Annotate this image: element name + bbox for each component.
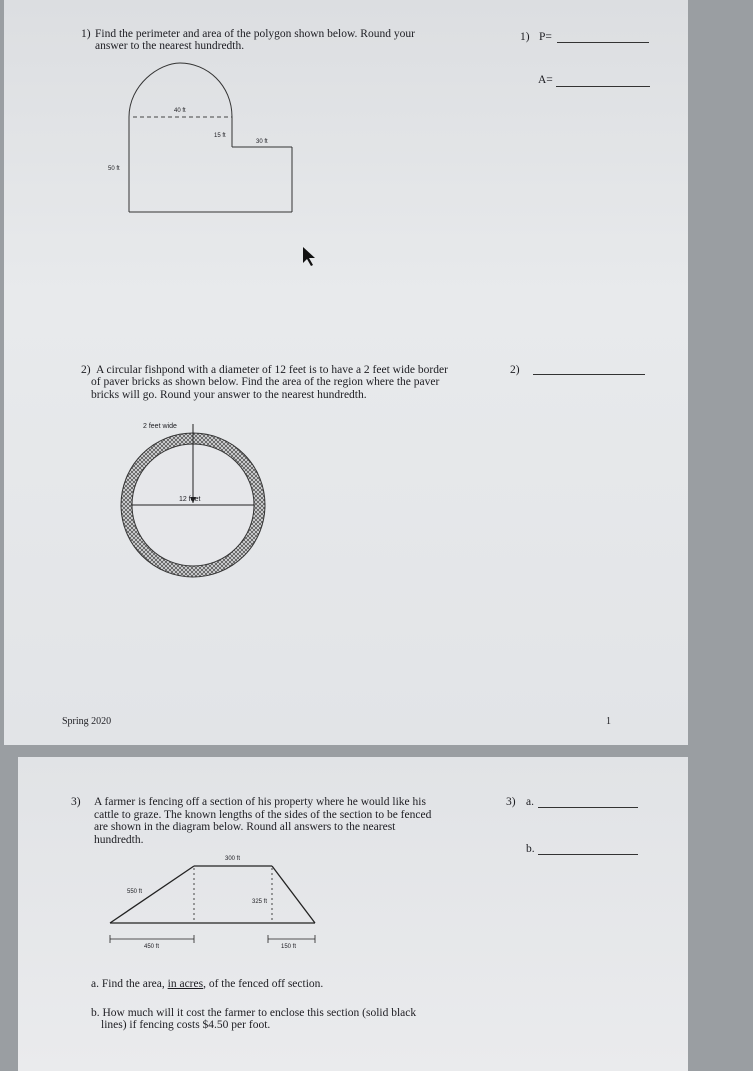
q1-area-label: A= (538, 74, 553, 86)
q3-answer-a-label: a. (526, 796, 534, 808)
q3-label-left-slant: 550 ft (127, 889, 143, 895)
q3-label-bottom-left: 450 ft (144, 944, 160, 950)
q1-label-top: 40 ft (174, 108, 186, 114)
q2-text-line2: of paver bricks as shown below. Find the area of the region where the paver (91, 376, 440, 388)
q3-text-line1: A farmer is fencing off a section of his property where he would like his (94, 796, 426, 808)
q3-label-top: 300 ft (225, 856, 241, 862)
q3-part-a: a. Find the area, in acres, of the fenced off section. (91, 978, 324, 990)
q2-label-diameter: 12 feet (179, 496, 201, 503)
q3-label-bottom-right: 150 ft (281, 944, 297, 950)
q3-part-b-line2: lines) if fencing costs $4.50 per foot. (101, 1019, 271, 1031)
q3-text-line3: are shown in the diagram below. Round all answers to the nearest (94, 821, 396, 833)
q3-part-a-emphasis: in acres (167, 978, 204, 990)
q3-part-b-line1: b. How much will it cost the farmer to enclose this section (solid black (91, 1007, 417, 1019)
q1-label-right: 30 ft (256, 139, 268, 145)
q2-fishpond-diagram (4, 0, 688, 745)
q3-label-height: 325 ft (252, 899, 268, 905)
worksheet-page-1 (4, 0, 688, 745)
q2-answer-label: 2) (510, 364, 520, 376)
q3-number: 3) (71, 796, 81, 808)
q1-answer-label: 1) (520, 31, 530, 43)
q1-perimeter-label: P= (539, 31, 552, 43)
q3-text-line2: cattle to graze. The known lengths of the sides of the section to be fenced (94, 809, 432, 821)
q2-text-line1: A circular fishpond with a diameter of 12 feet is to have a 2 feet wide border (96, 364, 448, 376)
footer-page-number: 1 (606, 716, 611, 727)
q1-number: 1) (81, 28, 91, 40)
footer-term: Spring 2020 (62, 716, 112, 727)
q2-text-line3: bricks will go. Round your answer to the nearest hundredth. (91, 389, 367, 401)
q1-label-left: 50 ft (108, 166, 120, 172)
q2-number: 2) (81, 364, 91, 376)
q1-text-line2: answer to the nearest hundredth. (95, 40, 245, 52)
worksheet-page-2 (18, 757, 688, 1071)
q3-text-line4: hundredth. (94, 834, 144, 846)
q2-label-border: 2 feet wide (143, 423, 177, 430)
q3-answer-b-label: b. (526, 843, 535, 855)
q1-label-step: 15 ft (214, 133, 226, 139)
q1-text-line1: Find the perimeter and area of the polygon shown below. Round your (95, 28, 415, 40)
q3-answer-label: 3) (506, 796, 516, 808)
